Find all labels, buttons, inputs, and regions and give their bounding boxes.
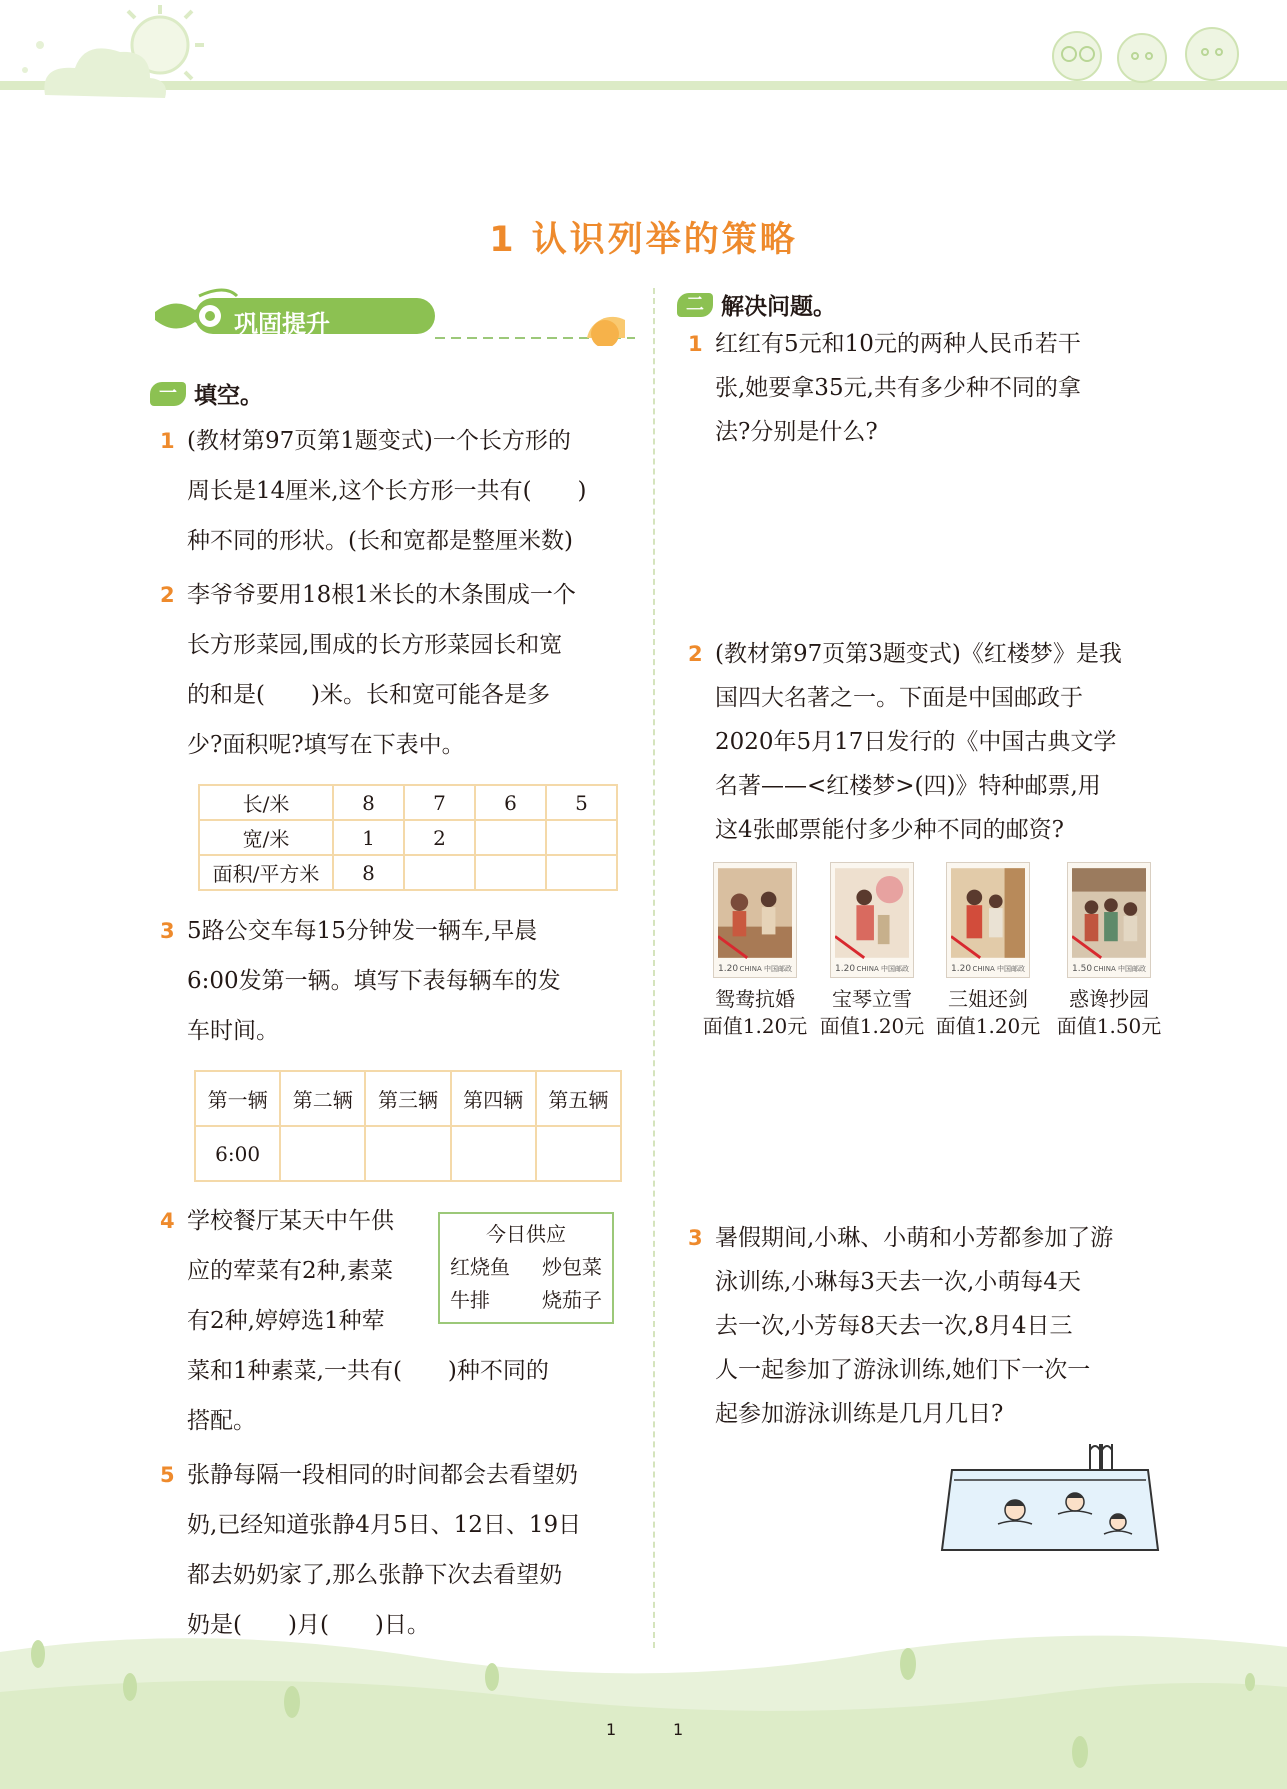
page-number: 1	[673, 1720, 684, 1739]
stamp-denomination: 1.20	[718, 964, 739, 974]
menu-item: 牛排	[450, 1288, 490, 1312]
table-cell: 6	[475, 785, 546, 820]
text-line: 法?分别是什么?	[715, 419, 878, 445]
text-line: 人一起参加了游泳训练,她们下一次一	[715, 1357, 1091, 1383]
text-line: 国四大名著之一。下面是中国邮政于	[715, 685, 1083, 711]
stamp-name: 鸳鸯抗婚	[715, 987, 795, 1011]
table-header-cell: 第四辆	[451, 1071, 536, 1126]
stamp-caption	[930, 986, 1046, 1040]
section-banner	[155, 286, 635, 346]
table-cell[interactable]	[475, 820, 546, 855]
stamp-art	[718, 867, 792, 959]
bus-schedule-table	[194, 1070, 622, 1182]
stamp-image	[713, 862, 797, 978]
question-2-1	[688, 322, 1165, 454]
table-cell: 6:00	[195, 1126, 280, 1181]
menu-box	[438, 1212, 614, 1324]
text-line: 泳训练,小琳每3天去一次,小萌每4天	[715, 1269, 1081, 1295]
text-line: 应的荤菜有2种,素菜	[187, 1258, 393, 1284]
text-line: 李爷爷要用18根1米长的木条围成一个	[187, 582, 576, 608]
stamp-denomination: 1.20	[835, 964, 856, 974]
text-line: 车时间。	[187, 1018, 279, 1044]
question-1-2	[160, 570, 637, 770]
part2-badge: 二	[677, 293, 713, 317]
stamp-country: CHINA 中国邮政	[856, 965, 909, 973]
question-1-1	[160, 416, 637, 566]
table-cell: 1	[333, 820, 404, 855]
table-cell[interactable]	[451, 1126, 536, 1181]
part2-heading	[677, 288, 836, 321]
text-line: (教材第97页第3题变式)《红楼梦》是我	[715, 641, 1122, 667]
text-line: 张静每隔一段相同的时间都会去看望奶	[187, 1462, 578, 1488]
stamp-country: CHINA 中国邮政	[1093, 965, 1146, 973]
stamp-value: 面值1.20元	[819, 1014, 925, 1038]
table-cell[interactable]	[546, 820, 617, 855]
table-header-cell: 第一辆	[195, 1071, 280, 1126]
question-1-3	[160, 906, 637, 1056]
part2-heading-text: 解决问题。	[721, 294, 836, 320]
text-line: 少?面积呢?填写在下表中。	[187, 732, 465, 758]
text-line: 种不同的形状。(长和宽都是整厘米数)	[187, 528, 573, 554]
question-number: 3	[160, 919, 175, 943]
text-line: 都去奶奶家了,那么张静下次去看望奶	[187, 1562, 563, 1588]
length-width-table	[198, 784, 618, 891]
stamp-art	[1072, 867, 1146, 959]
text-line: 奶,已经知道张静4月5日、12日、19日	[187, 1512, 582, 1538]
part1-badge: 一	[150, 382, 186, 406]
table-header-cell: 第二辆	[280, 1071, 365, 1126]
table-cell: 8	[333, 855, 404, 890]
question-number: 2	[160, 583, 175, 607]
stamp-denomination: 1.50	[1072, 964, 1093, 974]
text-line: 有2种,婷婷选1种荤	[187, 1308, 385, 1334]
question-number: 1	[160, 429, 175, 453]
question-number: 2	[688, 642, 703, 666]
text-line: 名著——<红楼梦>(四)》特种邮票,用	[715, 773, 1101, 799]
text-line: (教材第97页第1题变式)一个长方形的	[187, 428, 571, 454]
stamp-caption	[814, 986, 930, 1040]
question-number: 3	[688, 1226, 703, 1250]
text-line: 搭配。	[187, 1408, 256, 1434]
table-cell: 面积/平方米	[199, 855, 333, 890]
question-number: 4	[160, 1209, 175, 1233]
stamp-caption	[1051, 986, 1167, 1040]
page-number: 1	[606, 1720, 617, 1739]
stamp-name: 宝琴立雪	[832, 987, 912, 1011]
stamp-country: CHINA 中国邮政	[972, 965, 1025, 973]
question-2-3	[688, 1216, 1165, 1436]
table-header-cell: 第三辆	[365, 1071, 450, 1126]
stamp-value: 面值1.50元	[1056, 1014, 1162, 1038]
stamp-country: CHINA 中国邮政	[739, 965, 792, 973]
menu-item: 炒包菜	[542, 1255, 602, 1279]
question-number: 1	[688, 332, 703, 356]
table-cell: 8	[333, 785, 404, 820]
text-line: 5路公交车每15分钟发一辆车,早晨	[187, 918, 538, 944]
part1-heading-text: 填空。	[194, 383, 263, 409]
part1-heading	[150, 377, 263, 410]
text-line: 张,她要拿35元,共有多少种不同的拿	[715, 375, 1081, 401]
text-line: 6:00发第一辆。填写下表每辆车的发	[187, 968, 561, 994]
stamp-value: 面值1.20元	[935, 1014, 1041, 1038]
table-cell: 7	[404, 785, 475, 820]
question-number: 5	[160, 1463, 175, 1487]
table-cell[interactable]	[280, 1126, 365, 1181]
section-banner-text: 巩固提升	[234, 310, 330, 338]
question-2-2	[688, 632, 1165, 852]
stamp-value: 面值1.20元	[702, 1014, 808, 1038]
stamp-image	[946, 862, 1030, 978]
text-line: 去一次,小芳每8天去一次,8月4日三	[715, 1313, 1073, 1339]
stamp-art	[835, 867, 909, 959]
page-title: 1 认识列举的策略	[489, 220, 798, 260]
text-line: 的和是( )米。长和宽可能各是多	[187, 682, 550, 708]
table-cell: 2	[404, 820, 475, 855]
text-line: 这4张邮票能付多少种不同的邮资?	[715, 817, 1064, 843]
text-line: 起参加游泳训练是几月几日?	[715, 1401, 1004, 1427]
table-cell[interactable]	[546, 855, 617, 890]
swimming-pool-illustration	[940, 1440, 1160, 1555]
text-line: 红红有5元和10元的两种人民币若干	[715, 331, 1081, 357]
animal-faces-decoration	[1047, 18, 1247, 88]
stamp-image	[1067, 862, 1151, 978]
stamp-image	[830, 862, 914, 978]
table-cell[interactable]	[404, 855, 475, 890]
table-header-cell: 第五辆	[536, 1071, 621, 1126]
table-cell: 宽/米	[199, 820, 333, 855]
stamp-caption	[697, 986, 813, 1040]
stamp-denomination: 1.20	[951, 964, 972, 974]
sun-cloud-decoration	[0, 0, 210, 115]
table-cell[interactable]	[536, 1126, 621, 1181]
stamp-art	[951, 867, 1025, 959]
stamp-name: 三姐还剑	[948, 987, 1028, 1011]
text-line: 学校餐厅某天中午供	[187, 1208, 394, 1234]
question-1-5	[160, 1450, 637, 1650]
table-cell: 5	[546, 785, 617, 820]
stamp-name: 惑谗抄园	[1069, 987, 1149, 1011]
table-cell: 长/米	[199, 785, 333, 820]
menu-item: 红烧鱼	[450, 1255, 510, 1279]
text-line: 暑假期间,小琳、小萌和小芳都参加了游	[715, 1225, 1114, 1251]
text-line: 2020年5月17日发行的《中国古典文学	[715, 729, 1117, 755]
text-line: 周长是14厘米,这个长方形一共有( )	[187, 478, 587, 504]
text-line: 长方形菜园,围成的长方形菜园长和宽	[187, 632, 563, 658]
menu-title: 今日供应	[486, 1222, 566, 1246]
column-divider	[653, 288, 655, 1648]
table-cell[interactable]	[475, 855, 546, 890]
menu-item: 烧茄子	[542, 1288, 602, 1312]
text-line: 奶是( )月( )日。	[187, 1612, 430, 1638]
text-line: 菜和1种素菜,一共有( )种不同的	[187, 1358, 549, 1384]
table-cell[interactable]	[365, 1126, 450, 1181]
